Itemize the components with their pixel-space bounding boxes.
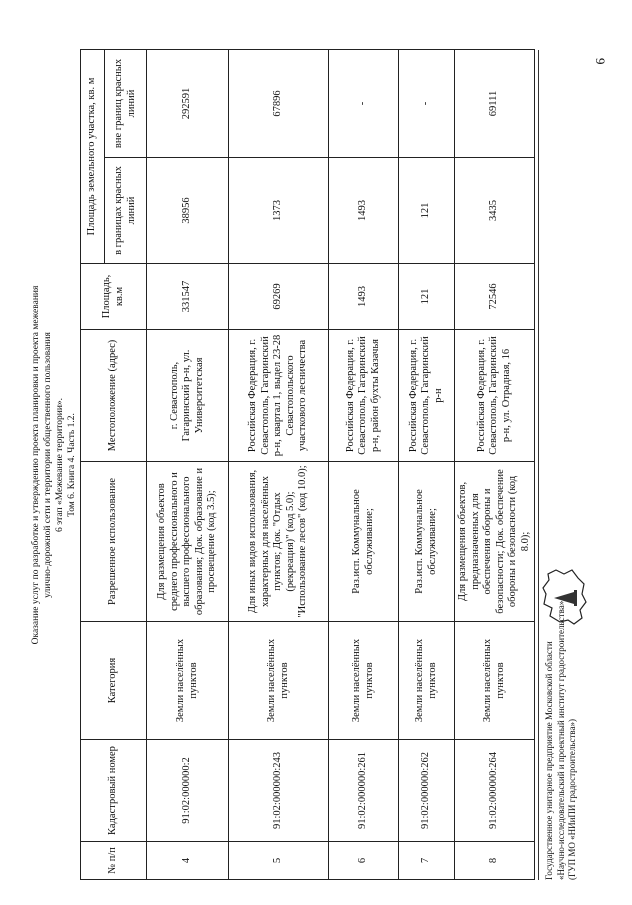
cell-area: 69269 [229, 264, 329, 330]
cell-category: Земли населённых пунктов [229, 622, 329, 740]
cell-location: Российская Федерация, г. Севастополь, Гагаринский р-н, район бухты Казачья [329, 330, 399, 462]
table-row [147, 49, 229, 879]
header-use: Разрешенное использование [81, 462, 147, 622]
cell-outside: 292591 [147, 49, 229, 157]
header-inside: в границах красных линий [105, 158, 147, 264]
cell-use: Раз.исп. Коммунальное обслуживание; [399, 462, 455, 622]
cell-outside: 67896 [229, 49, 329, 157]
organization-info [544, 601, 579, 880]
cell-use: Раз.исп. Коммунальное обслуживание; [329, 462, 399, 622]
cell-num: 6 [329, 842, 399, 880]
cell-inside: 38956 [147, 158, 229, 264]
cell-cadastral: 91:02:000000:2 [147, 740, 229, 842]
cell-outside: - [399, 49, 455, 157]
header-outside: вне границ красных линий [105, 49, 147, 157]
cell-category: Земли населённых пунктов [455, 622, 535, 740]
cell-use: Для размещения объектов среднего профессионального и высшего профессионального образования; Док. образование и просвещение (код 3.5); [147, 462, 229, 622]
cell-outside: 69111 [455, 49, 535, 157]
cell-cadastral: 91:02:000000:262 [399, 740, 455, 842]
cell-location: г. Севастополь, Гагаринский р-н, ул. Университетская [147, 330, 229, 462]
header-num: № п/п [81, 842, 147, 880]
cell-location: Российская Федерация, г. Севастополь, Гагаринский р-н, ул. Отрадная, 16 [455, 330, 535, 462]
header-line-1: Оказание услуг по разработке и утверждению проекта планировки и проекта межевания [31, 285, 41, 645]
cell-area: 72546 [455, 264, 535, 330]
header-line-2: улично-дорожной сети и территории общественного пользования [43, 332, 53, 598]
cell-category: Земли населённых пунктов [399, 622, 455, 740]
cell-inside: 121 [399, 158, 455, 264]
cell-num: 5 [229, 842, 329, 880]
header-line-3: 6 этап «Межевание территории». [55, 397, 65, 533]
table-row [399, 49, 455, 879]
cell-cadastral: 91:02:000000:243 [229, 740, 329, 842]
header-area: Площадь, кв.м [81, 264, 147, 330]
land-plots-table [80, 49, 535, 880]
footer-divider [538, 50, 539, 880]
org-line-1: Государственное унитарное предприятие Московской области [544, 641, 554, 880]
header-category: Категория [81, 622, 147, 740]
cell-inside: 1493 [329, 158, 399, 264]
header-cadastral: Кадастровый номер [81, 740, 147, 842]
cell-inside: 3435 [455, 158, 535, 264]
cell-area: 121 [399, 264, 455, 330]
org-line-3: (ГУП МО «НИиПИ градостроительства») [567, 718, 577, 880]
document-footer [538, 50, 590, 880]
page-number: 9 [593, 58, 608, 65]
cell-location: Российская Федерация, г. Севастополь, Гагаринский р-н [399, 330, 455, 462]
cell-category: Земли населённых пунктов [147, 622, 229, 740]
cell-category: Земли населённых пунктов [329, 622, 399, 740]
cell-inside: 1373 [229, 158, 329, 264]
document-header [30, 50, 78, 880]
table-row [329, 49, 399, 879]
table-row [455, 49, 535, 879]
cell-location: Российская Федерация, г. Севастополь, Гагаринский р-н, квартал 1, выдел 23-28 Севастопольского участкового лесничества [229, 330, 329, 462]
table-row [229, 49, 329, 879]
cell-cadastral: 91:02:000000:264 [455, 740, 535, 842]
cell-cadastral: 91:02:000000:261 [329, 740, 399, 842]
cell-outside: - [329, 49, 399, 157]
rotated-page-content [30, 50, 590, 880]
moscow-region-map-logo-icon [540, 566, 588, 630]
header-land-area: Площадь земельного участка, кв. м [81, 49, 105, 263]
cell-use: Для иных видов использования, характерных для населённых пунктов; Док. "Отдых (рекреация)" (код 5.0); "Использование лесов" (код 10.0); [229, 462, 329, 622]
cell-num: 7 [399, 842, 455, 880]
cell-area: 1493 [329, 264, 399, 330]
cell-num: 8 [455, 842, 535, 880]
header-line-4: Том 6. Книга 4. Часть 1.2. [67, 413, 77, 517]
org-line-2: «Научно-исследовательский и проектный институт градостроительства» [555, 600, 566, 880]
header-location: Местоположение (адрес) [81, 330, 147, 462]
cell-num: 4 [147, 842, 229, 880]
cell-use: Для размещения объектов, предназначенных для обеспечения обороны и безопасности; Док. обеспечение обороны и безопасности (код 8.0); [455, 462, 535, 622]
cell-area: 331547 [147, 264, 229, 330]
